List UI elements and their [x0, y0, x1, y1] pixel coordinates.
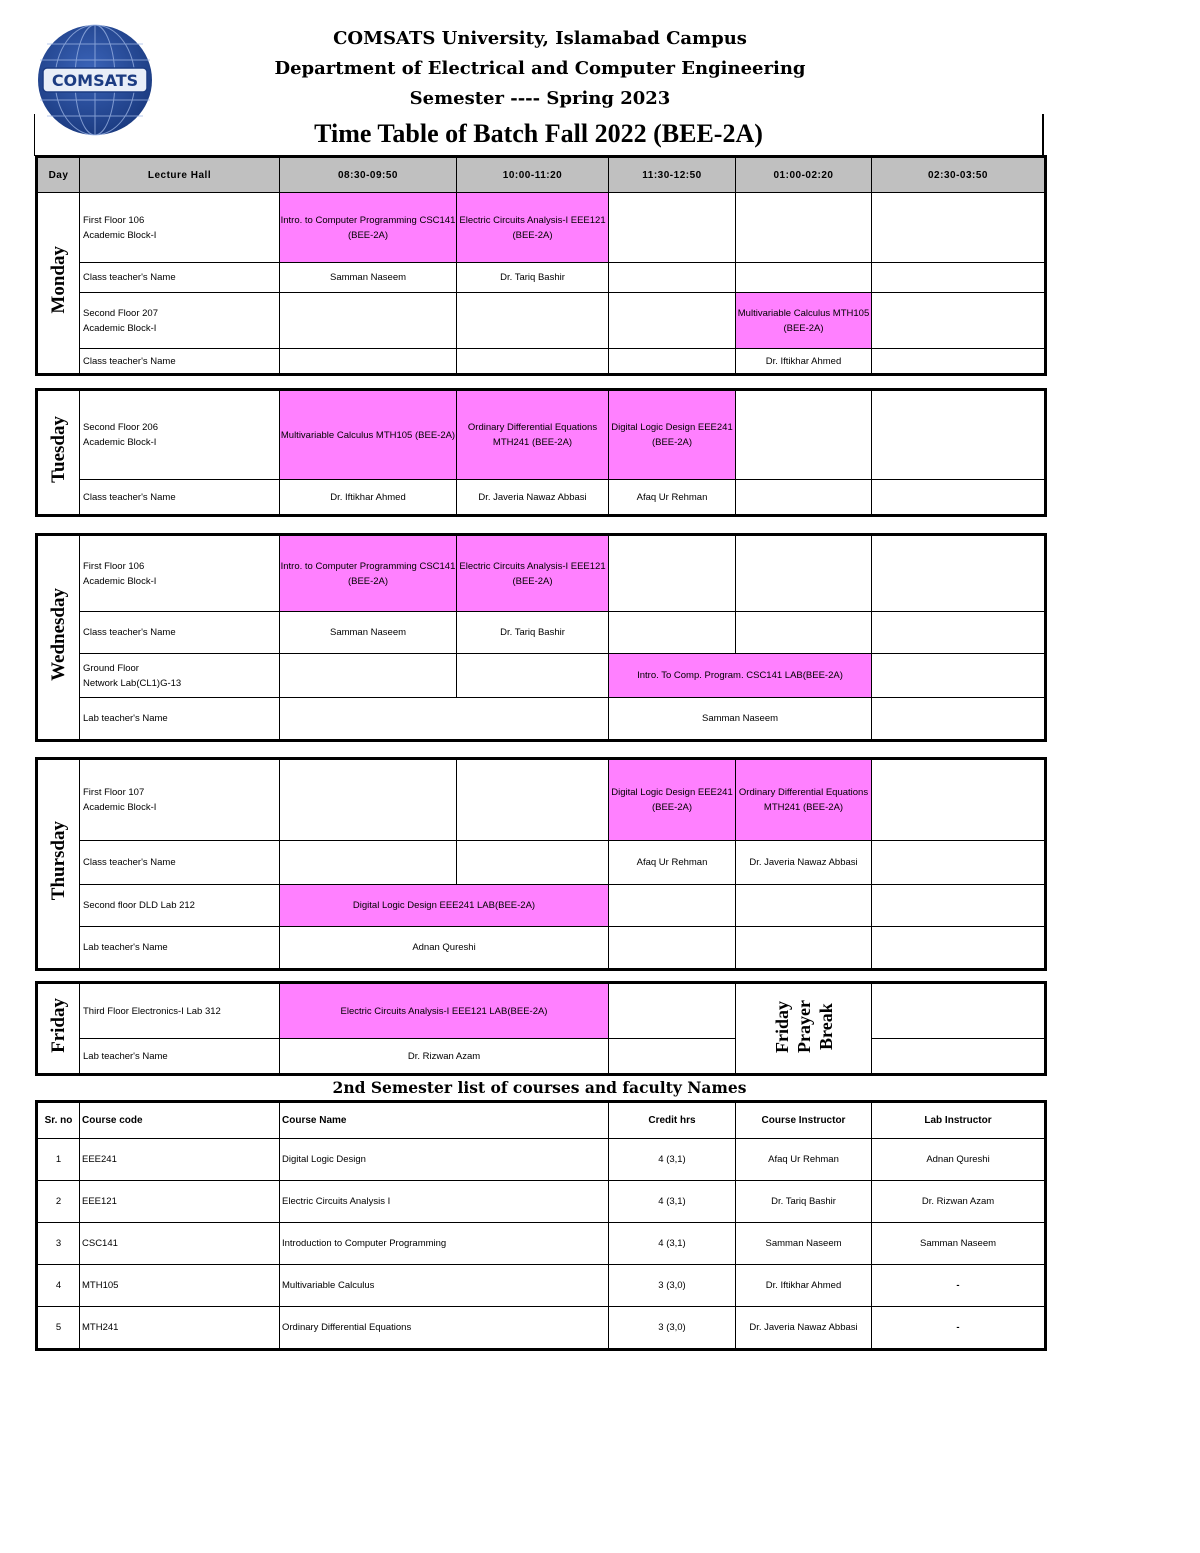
class-cell: Electric Circuits Analysis-I EEE121 (BEE-2A) [457, 535, 609, 612]
empty-cell [736, 927, 872, 970]
course-name: Introduction to Computer Programming [280, 1223, 609, 1265]
col-header: Course Instructor [736, 1102, 872, 1139]
empty-cell [872, 759, 1046, 841]
col-header: Credit hrs [609, 1102, 736, 1139]
empty-cell [280, 698, 609, 741]
lecture-hall: Third Floor Electronics-I Lab 312 [80, 983, 280, 1039]
sr-no: 5 [37, 1307, 80, 1350]
day-label-thursday: Thursday [37, 759, 80, 970]
credit-hrs: 3 (3,0) [609, 1265, 736, 1307]
lecture-hall: First Floor 107 Academic Block-I [80, 759, 280, 841]
empty-cell [280, 759, 457, 841]
day-col-header: Day [37, 157, 80, 193]
empty-cell [280, 654, 457, 698]
table-row [37, 1181, 1046, 1223]
empty-cell [872, 885, 1046, 927]
col-header: Course code [80, 1102, 280, 1139]
teacher-name: Samman Naseem [609, 698, 872, 741]
table-row [37, 1139, 1046, 1181]
empty-cell [872, 480, 1046, 516]
day-label-tuesday: Tuesday [37, 390, 80, 516]
empty-cell [872, 193, 1046, 263]
sr-no: 3 [37, 1223, 80, 1265]
lecture-hall: Second floor DLD Lab 212 [80, 885, 280, 927]
class-cell: Intro. to Computer Programming CSC141 (BEE-2A) [280, 535, 457, 612]
course-list-table [35, 1100, 1047, 1351]
slot-header: 01:00-02:20 [736, 157, 872, 193]
lecture-hall: First Floor 106 Academic Block-I [80, 535, 280, 612]
empty-cell [872, 612, 1046, 654]
wednesday-table [35, 533, 1047, 742]
teacher-name: Afaq Ur Rehman [609, 480, 736, 516]
col-header: Sr. no [37, 1102, 80, 1139]
teacher-name: Dr. Rizwan Azam [280, 1039, 609, 1075]
slot-header: 11:30-12:50 [609, 157, 736, 193]
day-label-monday: Monday [37, 193, 80, 375]
teacher-name: Afaq Ur Rehman [609, 841, 736, 885]
teacher-label: Class teacher's Name [80, 480, 280, 516]
empty-cell [872, 263, 1046, 293]
lab-instructor: - [872, 1307, 1046, 1350]
hall-col-header: Lecture Hall [80, 157, 280, 193]
course-instructor: Afaq Ur Rehman [736, 1139, 872, 1181]
teacher-label: Class teacher's Name [80, 841, 280, 885]
empty-cell [609, 927, 736, 970]
lab-instructor: Dr. Rizwan Azam [872, 1181, 1046, 1223]
day-label-friday: Friday [37, 983, 80, 1075]
class-cell: Intro. to Computer Programming CSC141 (BEE-2A) [280, 193, 457, 263]
course-instructor: Dr. Javeria Nawaz Abbasi [736, 1307, 872, 1350]
empty-cell [457, 293, 609, 349]
empty-cell [872, 349, 1046, 375]
empty-cell [609, 885, 736, 927]
teacher-name: Dr. Javeria Nawaz Abbasi [736, 841, 872, 885]
slot-header: 10:00-11:20 [457, 157, 609, 193]
course-instructor: Samman Naseem [736, 1223, 872, 1265]
teacher-name: Dr. Tariq Bashir [457, 612, 609, 654]
empty-cell [280, 841, 457, 885]
empty-cell [736, 885, 872, 927]
teacher-name: Dr. Iftikhar Ahmed [736, 349, 872, 375]
empty-cell [457, 759, 609, 841]
timetable-header-row [37, 157, 1046, 193]
credit-hrs: 4 (3,1) [609, 1181, 736, 1223]
empty-cell [872, 1039, 1046, 1075]
course-instructor: Dr. Tariq Bashir [736, 1181, 872, 1223]
teacher-name: Dr. Tariq Bashir [457, 263, 609, 293]
course-instructor: Dr. Iftikhar Ahmed [736, 1265, 872, 1307]
lecture-hall: Second Floor 206 Academic Block-I [80, 390, 280, 480]
class-cell: Digital Logic Design EEE241 (BEE-2A) [609, 759, 736, 841]
lab-instructor: - [872, 1265, 1046, 1307]
empty-cell [280, 293, 457, 349]
empty-cell [457, 349, 609, 375]
tuesday-table [35, 388, 1047, 517]
svg-text:COMSATS: COMSATS [51, 71, 139, 90]
friday-prayer-break: Friday Prayer Break [736, 983, 872, 1075]
empty-cell [609, 193, 736, 263]
lab-cell: Intro. To Comp. Program. CSC141 LAB(BEE-2A) [609, 654, 872, 698]
course-code: CSC141 [80, 1223, 280, 1265]
lecture-hall: Second Floor 207 Academic Block-I [80, 293, 280, 349]
slot-header: 08:30-09:50 [280, 157, 457, 193]
table-row [37, 1307, 1046, 1350]
table-row [37, 1265, 1046, 1307]
course-name: Electric Circuits Analysis I [280, 1181, 609, 1223]
day-label-wednesday: Wednesday [37, 535, 80, 741]
empty-cell [736, 535, 872, 612]
empty-cell [609, 1039, 736, 1075]
empty-cell [609, 263, 736, 293]
class-cell: Multivariable Calculus MTH105 (BEE-2A) [280, 390, 457, 480]
empty-cell [872, 390, 1046, 480]
teacher-label: Lab teacher's Name [80, 1039, 280, 1075]
lecture-hall: Ground Floor Network Lab(CL1)G-13 [80, 654, 280, 698]
credit-hrs: 4 (3,1) [609, 1139, 736, 1181]
course-code: MTH105 [80, 1265, 280, 1307]
empty-cell [872, 698, 1046, 741]
course-code: MTH241 [80, 1307, 280, 1350]
monday-table [35, 155, 1047, 376]
empty-cell [609, 535, 736, 612]
slot-header: 02:30-03:50 [872, 157, 1046, 193]
teacher-label: Class teacher's Name [80, 263, 280, 293]
course-code: EEE241 [80, 1139, 280, 1181]
empty-cell [736, 612, 872, 654]
lab-instructor: Adnan Qureshi [872, 1139, 1046, 1181]
course-name: Digital Logic Design [280, 1139, 609, 1181]
lecture-hall: First Floor 106 Academic Block-I [80, 193, 280, 263]
col-header: Lab Instructor [872, 1102, 1046, 1139]
lab-instructor: Samman Naseem [872, 1223, 1046, 1265]
empty-cell [872, 535, 1046, 612]
empty-cell [609, 349, 736, 375]
sr-no: 2 [37, 1181, 80, 1223]
teacher-label: Lab teacher's Name [80, 698, 280, 741]
lab-cell: Electric Circuits Analysis-I EEE121 LAB(BEE-2A) [280, 983, 609, 1039]
teacher-name: Adnan Qureshi [280, 927, 609, 970]
empty-cell [457, 841, 609, 885]
course-list-title: 2nd Semester list of courses and faculty Names [332, 1078, 747, 1097]
class-cell: Multivariable Calculus MTH105 (BEE-2A) [736, 293, 872, 349]
course-name: Ordinary Differential Equations [280, 1307, 609, 1350]
course-code: EEE121 [80, 1181, 280, 1223]
empty-cell [736, 263, 872, 293]
empty-cell [872, 293, 1046, 349]
teacher-name: Dr. Javeria Nawaz Abbasi [457, 480, 609, 516]
class-cell: Digital Logic Design EEE241 (BEE-2A) [609, 390, 736, 480]
empty-cell [736, 480, 872, 516]
sr-no: 1 [37, 1139, 80, 1181]
class-cell: Ordinary Differential Equations MTH241 (BEE-2A) [736, 759, 872, 841]
credit-hrs: 3 (3,0) [609, 1307, 736, 1350]
empty-cell [872, 841, 1046, 885]
empty-cell [609, 293, 736, 349]
empty-cell [872, 983, 1046, 1039]
teacher-label: Class teacher's Name [80, 349, 280, 375]
lab-cell: Digital Logic Design EEE241 LAB(BEE-2A) [280, 885, 609, 927]
class-cell: Ordinary Differential Equations MTH241 (BEE-2A) [457, 390, 609, 480]
sr-no: 4 [37, 1265, 80, 1307]
friday-table [35, 981, 1047, 1076]
teacher-name: Samman Naseem [280, 612, 457, 654]
empty-cell [280, 349, 457, 375]
class-cell: Electric Circuits Analysis-I EEE121 (BEE-2A) [457, 193, 609, 263]
thursday-table [35, 757, 1047, 971]
empty-cell [609, 983, 736, 1039]
teacher-label: Class teacher's Name [80, 612, 280, 654]
teacher-name: Dr. Iftikhar Ahmed [280, 480, 457, 516]
timetable-title: Time Table of Batch Fall 2022 (BEE-2A) [34, 114, 1044, 156]
empty-cell [736, 193, 872, 263]
course-name: Multivariable Calculus [280, 1265, 609, 1307]
university-name: COMSATS University, Islamabad Campus [333, 28, 747, 49]
table-row [37, 1223, 1046, 1265]
col-header: Course Name [280, 1102, 609, 1139]
empty-cell [457, 654, 609, 698]
teacher-label: Lab teacher's Name [80, 927, 280, 970]
department-name: Department of Electrical and Computer Engineering [274, 58, 806, 79]
course-list-header-row [37, 1102, 1046, 1139]
empty-cell [872, 927, 1046, 970]
empty-cell [736, 390, 872, 480]
semester-label: Semester ---- Spring 2023 [409, 88, 671, 109]
credit-hrs: 4 (3,1) [609, 1223, 736, 1265]
empty-cell [609, 612, 736, 654]
teacher-name: Samman Naseem [280, 263, 457, 293]
empty-cell [872, 654, 1046, 698]
